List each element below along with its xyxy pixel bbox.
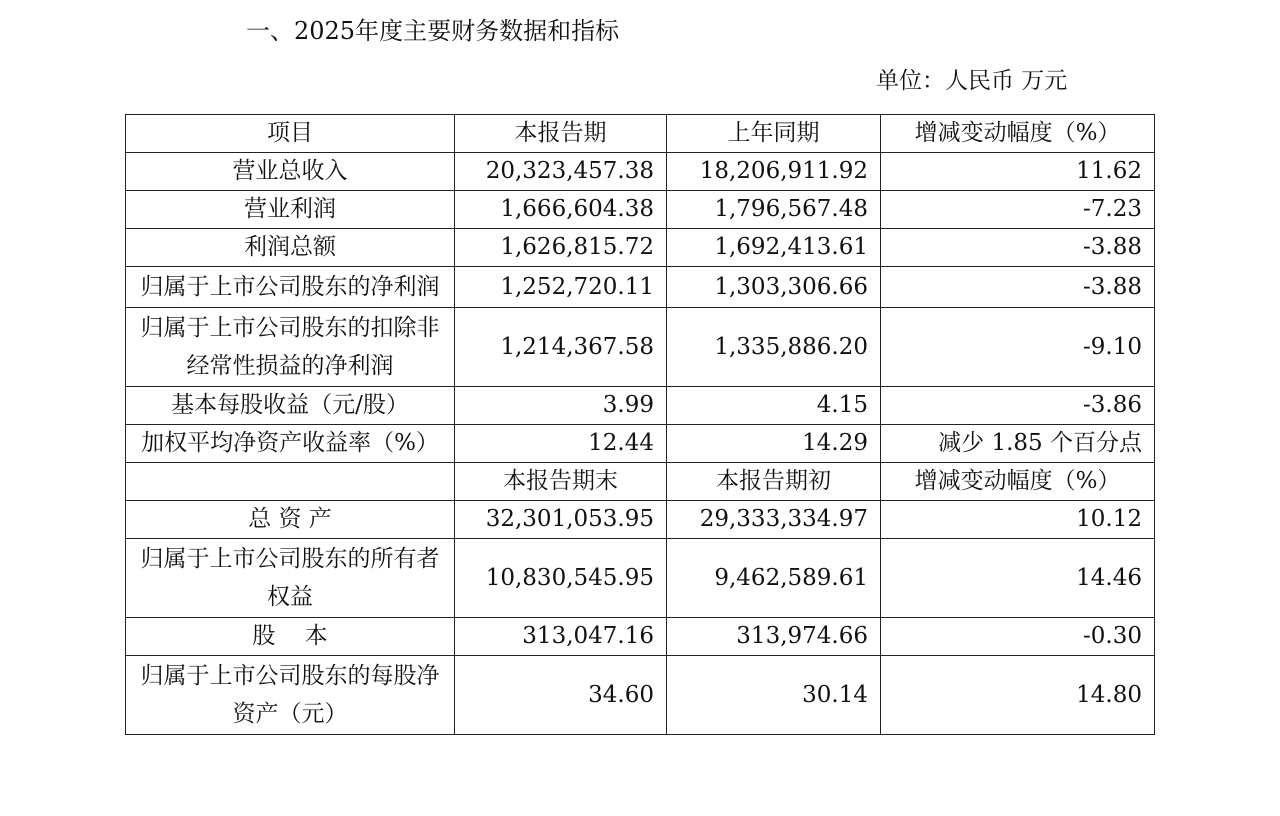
subheader-change: 增减变动幅度（%） bbox=[881, 463, 1155, 501]
document-title: 一、2025年度主要财务数据和指标 bbox=[246, 17, 620, 45]
row-prior: 30.14 bbox=[667, 656, 881, 735]
row-current: 12.44 bbox=[455, 425, 667, 463]
row-prior: 14.29 bbox=[667, 425, 881, 463]
row-prior: 4.15 bbox=[667, 387, 881, 425]
row-label: 归属于上市公司股东的扣除非经常性损益的净利润 bbox=[126, 308, 455, 387]
header-prior-period: 上年同期 bbox=[667, 115, 881, 153]
row-change: -3.88 bbox=[881, 229, 1155, 267]
subheader-item bbox=[126, 463, 455, 501]
table-row bbox=[126, 267, 1155, 308]
row-change: -3.88 bbox=[881, 267, 1155, 308]
table-row bbox=[126, 153, 1155, 191]
table-subheader-row bbox=[126, 463, 1155, 501]
row-current: 313,047.16 bbox=[455, 618, 667, 656]
row-label: 归属于上市公司股东的所有者权益 bbox=[126, 539, 455, 618]
header-change: 增减变动幅度（%） bbox=[881, 115, 1155, 153]
table-row bbox=[126, 191, 1155, 229]
row-prior: 29,333,334.97 bbox=[667, 501, 881, 539]
row-prior: 313,974.66 bbox=[667, 618, 881, 656]
table-row bbox=[126, 501, 1155, 539]
row-change: 14.46 bbox=[881, 539, 1155, 618]
row-prior: 1,692,413.61 bbox=[667, 229, 881, 267]
table-row bbox=[126, 425, 1155, 463]
table-row bbox=[126, 387, 1155, 425]
row-prior: 1,303,306.66 bbox=[667, 267, 881, 308]
table-row bbox=[126, 618, 1155, 656]
table-row bbox=[126, 308, 1155, 387]
row-current: 1,626,815.72 bbox=[455, 229, 667, 267]
row-label: 利润总额 bbox=[126, 229, 455, 267]
subheader-period-end: 本报告期末 bbox=[455, 463, 667, 501]
financial-data-table bbox=[125, 114, 1155, 735]
row-current: 10,830,545.95 bbox=[455, 539, 667, 618]
row-current: 32,301,053.95 bbox=[455, 501, 667, 539]
row-label: 加权平均净资产收益率（%） bbox=[126, 425, 455, 463]
table-header-row bbox=[126, 115, 1155, 153]
row-current: 3.99 bbox=[455, 387, 667, 425]
row-label: 归属于上市公司股东的每股净资产（元） bbox=[126, 656, 455, 735]
table-row bbox=[126, 229, 1155, 267]
row-current: 1,252,720.11 bbox=[455, 267, 667, 308]
row-change: -0.30 bbox=[881, 618, 1155, 656]
row-change: -7.23 bbox=[881, 191, 1155, 229]
row-change: 减少 1.85 个百分点 bbox=[881, 425, 1155, 463]
row-change: 11.62 bbox=[881, 153, 1155, 191]
row-label: 营业总收入 bbox=[126, 153, 455, 191]
row-prior: 1,796,567.48 bbox=[667, 191, 881, 229]
header-item: 项目 bbox=[126, 115, 455, 153]
row-change: -9.10 bbox=[881, 308, 1155, 387]
row-change: 14.80 bbox=[881, 656, 1155, 735]
header-current-period: 本报告期 bbox=[455, 115, 667, 153]
row-change: 10.12 bbox=[881, 501, 1155, 539]
row-label: 总 资 产 bbox=[126, 501, 455, 539]
row-prior: 18,206,911.92 bbox=[667, 153, 881, 191]
row-prior: 1,335,886.20 bbox=[667, 308, 881, 387]
row-current: 1,666,604.38 bbox=[455, 191, 667, 229]
subheader-period-start: 本报告期初 bbox=[667, 463, 881, 501]
row-label: 归属于上市公司股东的净利润 bbox=[126, 267, 455, 308]
row-label: 股 本 bbox=[126, 618, 455, 656]
row-label: 营业利润 bbox=[126, 191, 455, 229]
row-prior: 9,462,589.61 bbox=[667, 539, 881, 618]
table-row bbox=[126, 656, 1155, 735]
row-current: 20,323,457.38 bbox=[455, 153, 667, 191]
row-current: 1,214,367.58 bbox=[455, 308, 667, 387]
table-row bbox=[126, 539, 1155, 618]
row-change: -3.86 bbox=[881, 387, 1155, 425]
unit-label: 单位：人民币 万元 bbox=[876, 68, 1068, 94]
row-current: 34.60 bbox=[455, 656, 667, 735]
row-label: 基本每股收益（元/股） bbox=[126, 387, 455, 425]
